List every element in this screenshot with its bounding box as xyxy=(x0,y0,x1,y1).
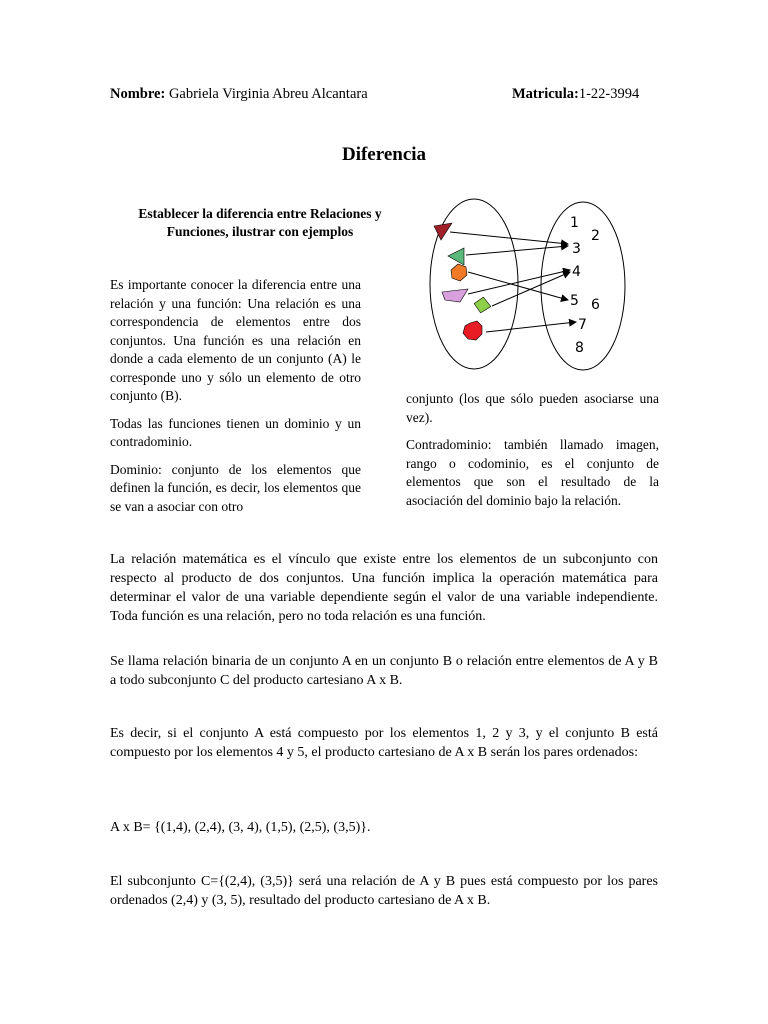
paragraph-3 xyxy=(110,724,658,762)
paragraph-5 xyxy=(110,872,658,910)
codomain-number-7: 7 xyxy=(578,317,587,333)
cartesian-product xyxy=(110,818,658,837)
violet-parallelogram-icon xyxy=(442,289,468,302)
page-title: Diferencia xyxy=(341,144,427,165)
cartesian-product-text: A x B= {(1,4), (2,4), (3, 4), (1,5), (2,5), (3,5)}. xyxy=(110,820,371,835)
orange-hexagon-icon xyxy=(451,264,467,281)
document-header xyxy=(110,86,650,103)
arrow-heptagon-to-7 xyxy=(486,322,576,332)
paragraph-3-text: Es decir, si el conjunto A está compuesto por los elementos 1, 2 y 3, y el conjunto B está compuesto por los elementos 4 y 5, el producto cartesiano de A x B serán los pares ordenados: xyxy=(110,726,658,760)
left-column xyxy=(110,276,361,525)
green-diamond-icon xyxy=(473,296,493,315)
id-field: Matricula:1-22-3994 xyxy=(512,86,640,102)
right-paragraph-2: Contradominio: también llamado imagen, rango o codominio, es el conjunto de elementos que son el resultado de la asociación del dominio bajo la relación. xyxy=(406,437,659,508)
right-paragraph-1: conjunto (los que sólo pueden asociarse una vez). xyxy=(406,391,659,425)
codomain-number-1: 1 xyxy=(570,215,579,231)
subtitle: Establecer la diferencia entre Relaciones y Funciones, ilustrar con ejemplos xyxy=(138,206,382,239)
left-paragraph-1: Es importante conocer la diferencia entre una relación y una función: Una relación es una correspondencia de elementos entre dos conjuntos. Una función es una relación en donde a cada elemento de un conjunto (A) le corresponde uno y sólo un elemento de otro conjunto (B). xyxy=(110,277,361,403)
paragraph-1 xyxy=(110,550,658,626)
codomain-number-4: 4 xyxy=(572,264,581,280)
green-triangle-icon xyxy=(448,248,464,265)
relation-diagram xyxy=(420,192,660,372)
right-column xyxy=(406,390,659,519)
left-paragraph-2: Todas las funciones tienen un dominio y un contradominio. xyxy=(110,415,361,449)
paragraph-2-text: Se llama relación binaria de un conjunto A en un conjunto B o relación entre elementos de A y B a todo subconjunto C del producto cartesiano A x B. xyxy=(110,654,658,688)
codomain-number-8: 8 xyxy=(575,340,584,356)
red-heptagon-icon xyxy=(463,321,482,340)
codomain-number-2: 2 xyxy=(591,228,600,244)
codomain-number-6: 6 xyxy=(591,297,600,313)
name-label: Nombre: Gabriela Virginia Abreu Alcantara xyxy=(110,86,368,102)
paragraph-5-text: El subconjunto C={(2,4), (3,5)} será una relación de A y B pues está compuesto por los pares ordenados (2,4) y (3, 5), resultado del producto cartesiano de A x B. xyxy=(110,874,658,908)
paragraph-2 xyxy=(110,652,658,690)
arrow-diamond-to-4 xyxy=(492,272,570,306)
codomain-number-5: 5 xyxy=(570,293,579,309)
arrow-parallelogram-to-4 xyxy=(468,270,570,294)
arrow-triangle-green-to-3 xyxy=(466,246,568,255)
codomain-number-3: 3 xyxy=(572,241,581,257)
paragraph-1-text: La relación matemática es el vínculo que existe entre los elementos de un subconjunto con respecto al producto de dos conjuntos. Una función implica la operación matemática para determinar el valor de una variable dependiente según el valor de una variable independiente. Toda función es una relación, pero no toda relación es una función. xyxy=(110,552,658,624)
left-paragraph-3: Dominio: conjunto de los elementos que definen la función, es decir, los elementos que se van a asociar con otro xyxy=(110,461,361,514)
